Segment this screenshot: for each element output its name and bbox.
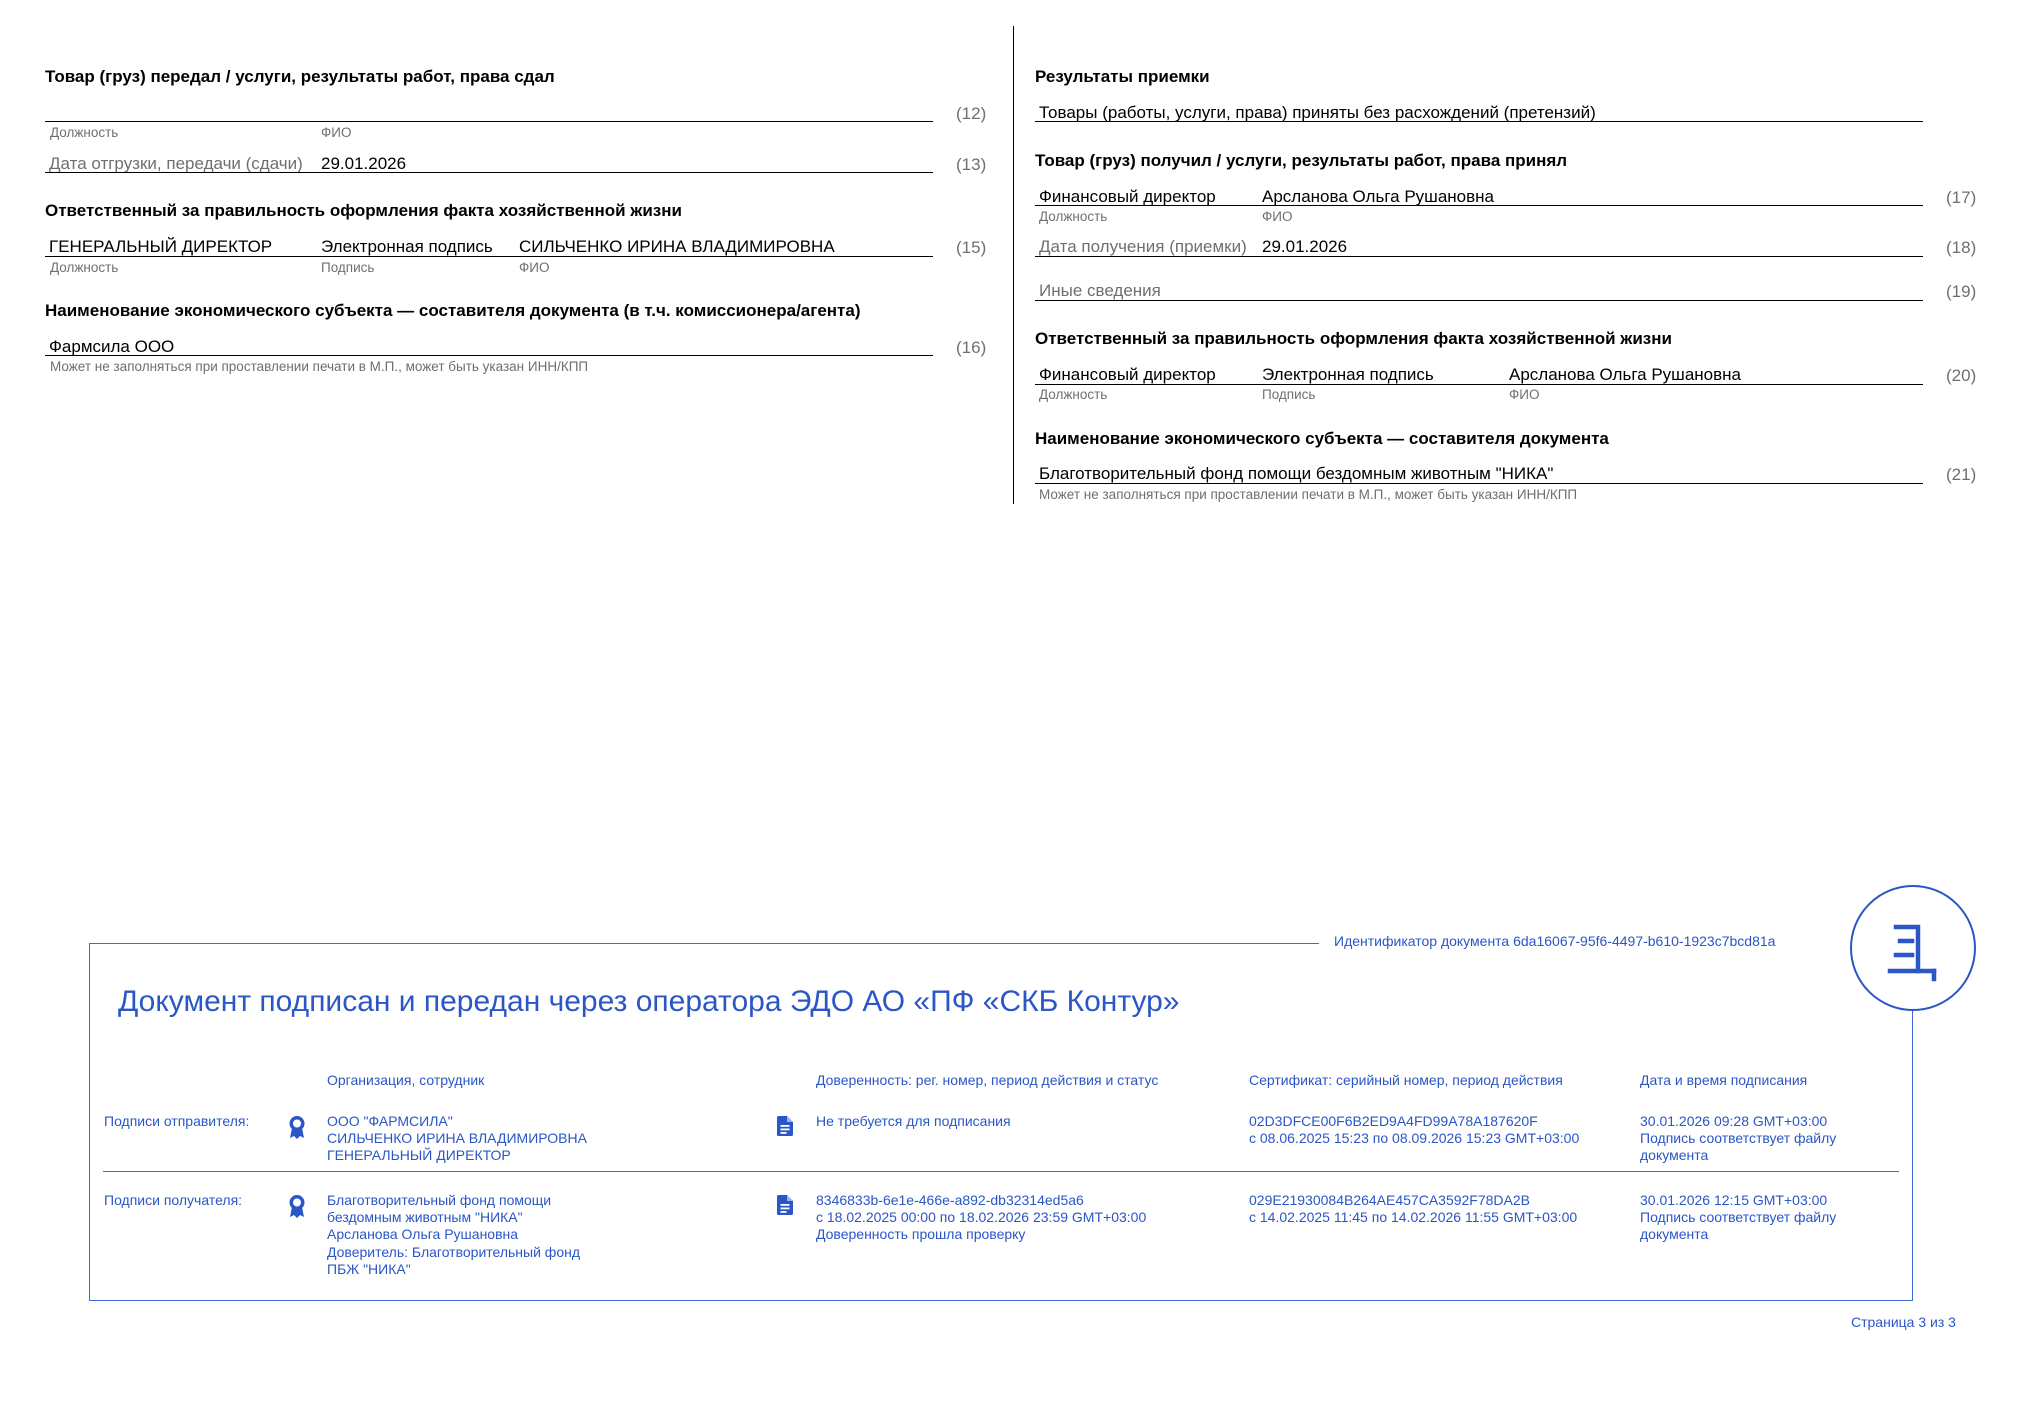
receiver-sign-datetime: 30.01.2026 12:15 GMT+03:00 (1640, 1192, 1828, 1208)
sender-org-line: СИЛЬЧЕНКО ИРИНА ВЛАДИМИРОВНА (327, 1130, 587, 1146)
received-fio: Арсланова Ольга Рушановна (1262, 187, 1494, 206)
field-number-15: (15) (956, 238, 987, 257)
certificate-badge-icon (287, 1194, 307, 1223)
receiver-sign-status: Подпись соответствует файлу (1640, 1209, 1837, 1225)
entity-line (1035, 483, 1923, 484)
entity-heading: Наименование экономического субъекта — составителя документа (1035, 429, 1609, 448)
sender-org-line: ГЕНЕРАЛЬНЫЙ ДИРЕКТОР (327, 1147, 511, 1163)
responsible-heading: Ответственный за правильность оформления факта хозяйственной жизни (45, 201, 682, 220)
responsible-line (45, 256, 933, 257)
responsible-signature: Электронная подпись (321, 237, 493, 256)
position-label: Должность (1039, 209, 1108, 224)
receiver-org-line: Доверитель: Благотворительный фонд (327, 1244, 581, 1260)
responsible-position: ГЕНЕРАЛЬНЫЙ ДИРЕКТОР (49, 237, 273, 256)
responsible-heading: Ответственный за правильность оформления факта хозяйственной жизни (1035, 329, 1672, 348)
entity-note: Может не заполняться при проставлении печати в М.П., может быть указан ИНН/КПП (1039, 487, 1578, 502)
header-organization: Организация, сотрудник (327, 1072, 485, 1088)
responsible-fio: СИЛЬЧЕНКО ИРИНА ВЛАДИМИРОВНА (519, 237, 835, 256)
other-info-line (1035, 300, 1923, 301)
receiver-poa-period: с 18.02.2025 00:00 по 18.02.2026 23:59 GMT+03:00 (816, 1209, 1147, 1225)
receiver-org-line: Благотворительный фонд помощи (327, 1192, 552, 1208)
acceptance-heading: Результаты приемки (1035, 67, 1210, 86)
fio-label: ФИО (1509, 387, 1540, 402)
sender-org-line: ООО "ФАРМСИЛА" (327, 1113, 453, 1129)
receiver-cert-period: с 14.02.2025 11:45 по 14.02.2026 11:55 GMT+03:00 (1249, 1209, 1578, 1225)
other-info-label: Иные сведения (1039, 281, 1161, 300)
receiver-label: Подписи получателя: (104, 1192, 243, 1208)
sender-sign-status: документа (1640, 1147, 1709, 1163)
receipt-date-line (1035, 256, 1923, 257)
acceptance-value: Товары (работы, услуги, права) приняты без расхождений (претензий) (1039, 103, 1596, 122)
shipment-date-value: 29.01.2026 (321, 154, 407, 173)
sender-poa-status: Не требуется для подписания (816, 1113, 1011, 1129)
field-number-19: (19) (1946, 282, 1977, 301)
sender-sign-datetime: 30.01.2026 09:28 GMT+03:00 (1640, 1113, 1828, 1129)
document-icon (777, 1116, 793, 1141)
receiver-cert-serial: 029E21930084B264AE457CA3592F78DA2B (1249, 1192, 1531, 1208)
page-number: Страница 3 из 3 (1851, 1314, 1956, 1330)
shipment-date-label: Дата отгрузки, передачи (сдачи) (49, 154, 303, 173)
field-number-21: (21) (1946, 465, 1977, 484)
receiver-poa-number: 8346833b-6e1e-466e-a892-db32314ed5a6 (816, 1192, 1084, 1208)
responsible-line (1035, 384, 1923, 385)
entity-value: Благотворительный фонд помощи бездомным животным "НИКА" (1039, 464, 1554, 483)
field-number-16: (16) (956, 338, 987, 357)
handover-heading: Товар (груз) передал / услуги, результаты работ, права сдал (45, 67, 555, 86)
fio-label: ФИО (1262, 209, 1293, 224)
kontur-logo-icon (1850, 885, 1976, 1011)
receiver-org-line: Арсланова Ольга Рушановна (327, 1226, 519, 1242)
fio-label: ФИО (519, 260, 550, 275)
row-separator (103, 1171, 1899, 1172)
position-label: Должность (1039, 387, 1108, 402)
receiver-org-line: ПБЖ "НИКА" (327, 1261, 411, 1277)
field-number-18: (18) (1946, 238, 1977, 257)
handover-line (45, 121, 933, 122)
responsible-fio: Арсланова Ольга Рушановна (1509, 365, 1741, 384)
receipt-date-label: Дата получения (приемки) (1039, 237, 1247, 256)
position-label: Должность (50, 125, 119, 140)
column-divider (1013, 26, 1014, 504)
entity-note: Может не заполняться при проставлении печати в М.П., может быть указан ИНН/КПП (50, 359, 589, 374)
header-certificate: Сертификат: серийный номер, период действия (1249, 1072, 1563, 1088)
sender-cert-period: с 08.06.2025 15:23 по 08.09.2026 15:23 GMT+03:00 (1249, 1130, 1580, 1146)
responsible-signature: Электронная подпись (1262, 365, 1434, 384)
receipt-date-value: 29.01.2026 (1262, 237, 1348, 256)
field-number-12: (12) (956, 104, 987, 123)
sender-label: Подписи отправителя: (104, 1113, 250, 1129)
certificate-badge-icon (287, 1115, 307, 1144)
header-power-of-attorney: Доверенность: рег. номер, период действия и статус (816, 1072, 1159, 1088)
document-identifier: Идентификатор документа 6da16067-95f6-4497-b610-1923c7bcd81a (1334, 933, 1776, 949)
received-line (1035, 205, 1923, 206)
receiver-sign-status: документа (1640, 1226, 1709, 1242)
entity-line (45, 355, 933, 356)
sender-cert-serial: 02D3DFCE00F6B2ED9A4FD99A78A187620F (1249, 1113, 1538, 1129)
document-icon (777, 1195, 793, 1220)
entity-value: Фармсила ООО (49, 337, 175, 356)
stamp-title: Документ подписан и передан через оператора ЭДО АО «ПФ «СКБ Контур» (118, 985, 1180, 1018)
header-sign-date: Дата и время подписания (1640, 1072, 1808, 1088)
received-position: Финансовый директор (1039, 187, 1216, 206)
signature-label: Подпись (1262, 387, 1316, 402)
responsible-position: Финансовый директор (1039, 365, 1216, 384)
signature-label: Подпись (321, 260, 375, 275)
received-heading: Товар (груз) получил / услуги, результаты работ, права принял (1035, 151, 1568, 170)
receiver-org-line: бездомным животным "НИКА" (327, 1209, 523, 1225)
field-number-13: (13) (956, 155, 987, 174)
fio-label: ФИО (321, 125, 352, 140)
position-label: Должность (50, 260, 119, 275)
sender-sign-status: Подпись соответствует файлу (1640, 1130, 1837, 1146)
acceptance-line (1035, 121, 1923, 122)
field-number-20: (20) (1946, 366, 1977, 385)
receiver-poa-status: Доверенность прошла проверку (816, 1226, 1026, 1242)
shipment-date-line (45, 172, 933, 173)
entity-heading: Наименование экономического субъекта — составителя документа (в т.ч. комиссионера/агента) (45, 301, 861, 320)
field-number-17: (17) (1946, 188, 1977, 207)
